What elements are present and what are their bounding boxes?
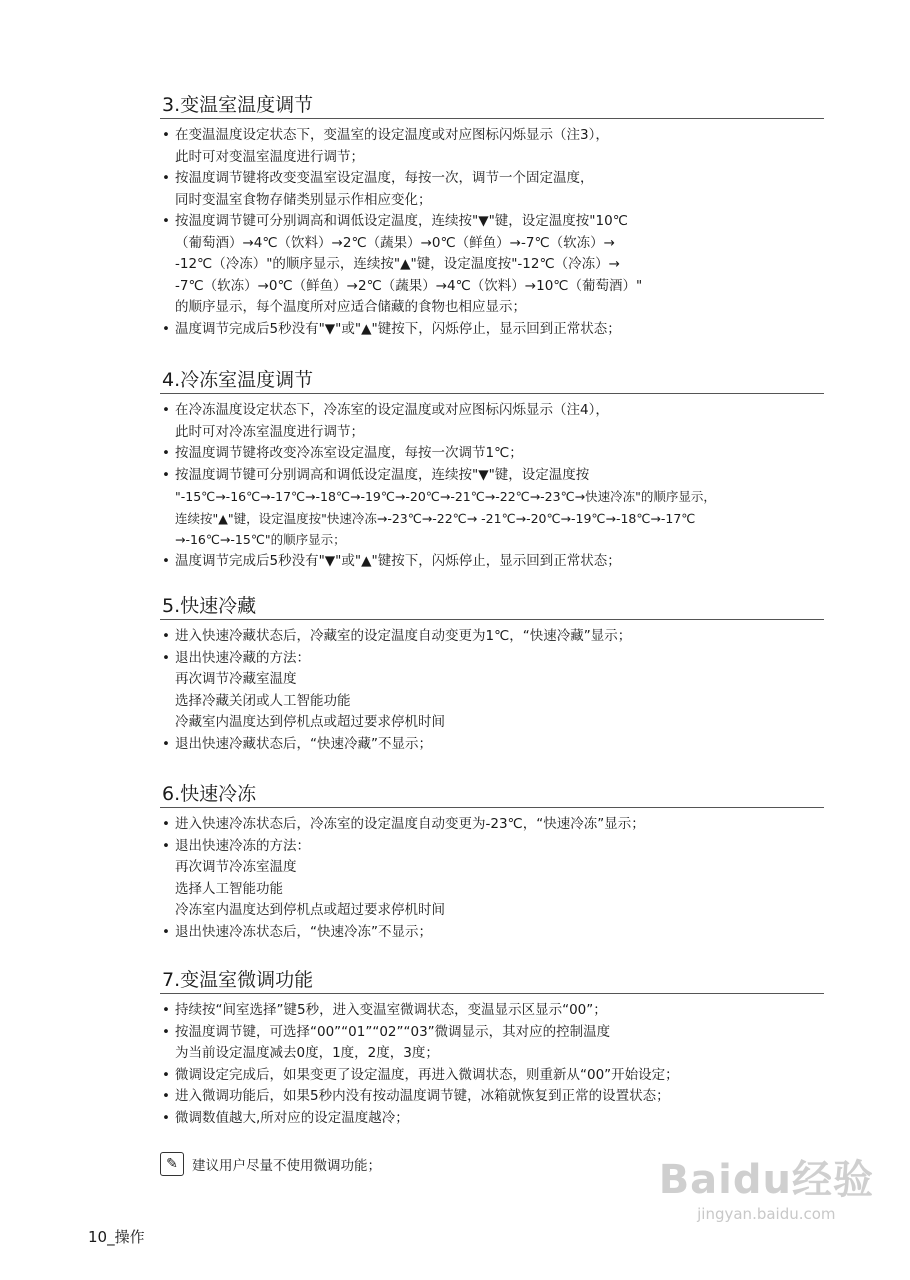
bullet-item: • 温度调节完成后5秒没有"▼"或"▲"键按下，闪烁停止，显示回到正常状态； <box>160 319 824 341</box>
bullet-list <box>160 400 824 572</box>
continuation-line: 连续按"▲"键，设定温度按"快速冷冻→-23℃→-22℃→ -21℃→-20℃→-19℃→-18℃→-17℃ <box>175 510 696 526</box>
bullet-list <box>160 814 824 943</box>
bullet-item: • 退出快速冷藏状态后，“快速冷藏”不显示； <box>160 734 824 756</box>
section-heading: 5.快速冷藏 <box>160 593 824 620</box>
bullet-item: • 退出快速冷冻的方法： <box>160 836 824 858</box>
bullet-item: • 进入快速冷藏状态后，冷藏室的设定温度自动变更为1℃，“快速冷藏”显示； <box>160 626 824 648</box>
continuation-line: "-15℃→-16℃→-17℃→-18℃→-19℃→-20℃→-21℃→-22℃→-23℃→快速冷冻"的顺序显示， <box>175 489 716 504</box>
note-text: 建议用户尽量不使用微调功能； <box>192 1158 381 1174</box>
continuation-line: 再次调节冷冻室温度 <box>175 859 297 875</box>
bullet-item: • 温度调节完成后5秒没有"▼"或"▲"键按下，闪烁停止，显示回到正常状态； <box>160 551 824 573</box>
continuation-line: 同时变温室食物存储类别显示作相应变化； <box>175 191 432 208</box>
section-heading: 3.变温室温度调节 <box>160 92 824 119</box>
bullet-item: • 进入微调功能后，如果5秒内没有按动温度调节键，冰箱就恢复到正常的设置状态； <box>160 1086 824 1108</box>
watermark-logo: Baidu经验 <box>658 1157 874 1203</box>
continuation-line: 此时可对变温室温度进行调节； <box>175 148 364 165</box>
continuation-line: -12℃（冷冻）"的顺序显示，连续按"▲"键，设定温度按"-12℃（冷冻）→ <box>175 256 620 272</box>
bullet-item: • 按温度调节键可分别调高和调低设定温度，连续按"▼"键，设定温度按"10℃ <box>160 211 824 233</box>
section-6 <box>160 781 824 943</box>
bullet-item: • 微调数值越大,所对应的设定温度越冷； <box>160 1108 824 1130</box>
continuation-line: -7℃（软冻）→0℃（鲜鱼）→2℃（蔬果）→4℃（饮料）→10℃（葡萄酒）" <box>175 277 643 294</box>
bullet-item: • 持续按“间室选择”键5秒，进入变温室微调状态，变温显示区显示“00”； <box>160 1000 824 1022</box>
continuation-line: 选择人工智能功能 <box>175 880 283 897</box>
bullet-item: • 退出快速冷藏的方法： <box>160 648 824 670</box>
bullet-item: • 在冷冻温度设定状态下，冷冻室的设定温度或对应图标闪烁显示（注4）， <box>160 400 824 422</box>
section-3 <box>160 92 824 340</box>
bullet-item: • 按温度调节键将改变冷冻室设定温度，每按一次调节1℃； <box>160 443 824 465</box>
continuation-line: （葡萄酒）→4℃（饮料）→2℃（蔬果）→0℃（鲜鱼）→-7℃（软冻）→ <box>175 234 615 251</box>
continuation-line: 冷藏室内温度达到停机点或超过要求停机时间 <box>175 714 445 730</box>
section-7 <box>160 967 824 1129</box>
page-footer: 10_操作 <box>88 1228 145 1246</box>
bullet-item: • 按温度调节键将改变变温室设定温度，每按一次，调节一个固定温度， <box>160 168 824 190</box>
watermark-url: jingyan.baidu.com <box>697 1205 836 1223</box>
section-5 <box>160 593 824 755</box>
bullet-item: • 按温度调节键，可选择“00”“01”“02”“03”微调显示，其对应的控制温度 <box>160 1022 824 1044</box>
bullet-item: • 退出快速冷冻状态后，“快速冷冻”不显示； <box>160 922 824 944</box>
section-heading: 6.快速冷冻 <box>160 781 824 808</box>
bullet-item: • 在变温温度设定状态下，变温室的设定温度或对应图标闪烁显示（注3）， <box>160 125 824 147</box>
watermark <box>659 1148 874 1223</box>
continuation-line: 为当前设定温度减去0度，1度，2度，3度； <box>175 1045 439 1061</box>
bullet-item: • 微调设定完成后，如果变更了设定温度，再进入微调状态，则重新从“00”开始设定； <box>160 1065 824 1087</box>
bullet-list <box>160 626 824 755</box>
continuation-line: →-16℃→-15℃"的顺序显示； <box>175 532 346 547</box>
continuation-line: 此时可对冷冻室温度进行调节； <box>175 423 364 440</box>
note <box>160 1152 381 1176</box>
bullet-item: • 进入快速冷冻状态后，冷冻室的设定温度自动变更为-23℃，“快速冷冻”显示； <box>160 814 824 836</box>
bullet-item: • 按温度调节键可分别调高和调低设定温度，连续按"▼"键，设定温度按 <box>160 465 824 487</box>
note-pencil-icon: ✎ <box>160 1152 184 1176</box>
continuation-line: 选择冷藏关闭或人工智能功能 <box>175 692 351 709</box>
continuation-line: 的顺序显示，每个温度所对应适合储藏的食物也相应显示； <box>175 299 526 315</box>
bullet-list <box>160 125 824 340</box>
continuation-line: 冷冻室内温度达到停机点或超过要求停机时间 <box>175 902 445 918</box>
bullet-list <box>160 1000 824 1129</box>
section-heading: 4.冷冻室温度调节 <box>160 367 824 394</box>
section-4 <box>160 367 824 572</box>
continuation-line: 再次调节冷藏室温度 <box>175 671 297 687</box>
section-heading: 7.变温室微调功能 <box>160 967 824 994</box>
